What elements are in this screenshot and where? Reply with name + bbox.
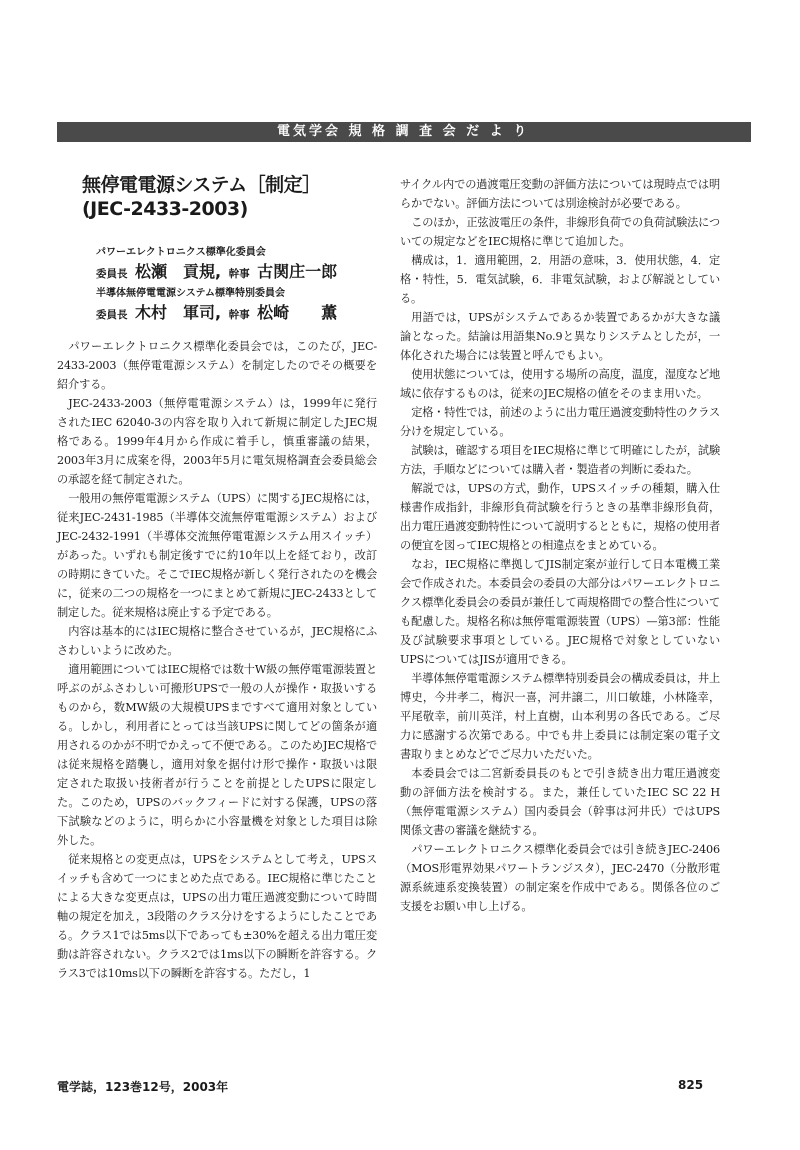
committee-block bbox=[96, 243, 377, 325]
secretary-label-2: 幹事 bbox=[228, 309, 250, 321]
committee-members-1 bbox=[96, 262, 377, 284]
paragraph: なお，IEC規格に準拠してJIS制定案が並行して日本電機工業会で作成された。本委員会の委員の大部分はパワーエレクトロニクス標準化委員会の委員が兼任して両規格間での整合性についても配慮した。規格名称は無停電電源装置（UPS）—第3部：性能及び試験要求事項としている。JEC規格で対象としていないUPSについてはJISが適用できる。 bbox=[400, 558, 720, 666]
paragraph: パワーエレクトロニクス標準化委員会では，このたび，JEC-2433-2003（無停電電源システム）を制定したのでその概要を紹介する。 bbox=[57, 340, 377, 391]
section-header-title: 電気学会 規 格 調 査 会 だ よ り bbox=[277, 124, 530, 139]
paragraph: 用語では，UPSがシステムであるか装置であるかが大きな議論となった。結論は用語集No.9と異なりシステムとしたが，一体化された場合には装置と呼んでもよい。 bbox=[400, 311, 720, 362]
paragraph: 試験は，確認する項目をIEC規格に準じて明確にしたが，試験方法，手順などについては購入者・製造者の判断に委ねた。 bbox=[400, 444, 720, 476]
document-title bbox=[82, 173, 377, 221]
right-column bbox=[400, 175, 720, 916]
paragraph: 構成は，1．適用範囲，2．用語の意味，3．使用状態，4．定格・特性，5．電気試験，6．非電気試験，および解説としている。 bbox=[400, 254, 720, 305]
paragraph: JEC-2433-2003（無停電電源システム）は，1999年に発行されたIEC 62040-3の内容を取り入れて新規に制定したJEC規格である。1999年4月から作成に着手し，慎重審議の結果，2003年3月に成案を得，2003年5月に電気規格調査会委員総会の承認を経て制定された。 bbox=[57, 397, 377, 486]
paragraph: 一般用の無停電電源システム（UPS）に関するJEC規格には，従来JEC-2431-1985（半導体交流無停電電源システム）およびJEC-2432-1991（半導体交流無停電電源システム用スイッチ）があった。いずれも制定後すでに約10年以上を経ており，改訂の時期にきていた。そこでIEC規格が新しく発行されたのを機会に，従来の二つの規格を一つにまとめて新規にJEC-2433として制定した。従来規格は廃止する予定である。 bbox=[57, 492, 377, 619]
paragraph: 本委員会では二宮新委員長のもとで引き続き出力電圧過渡変動の評価方法を検討する。また，兼任していたIEC SC 22 H（無停電電源システム）国内委員会（幹事は河井氏）ではUPS関係文書の審議を継続する。 bbox=[400, 767, 720, 837]
secretary-name-1: 古関庄一郎 bbox=[257, 262, 338, 281]
paragraph: 内容は基本的にはIEC規格に整合させているが，JEC規格にふさわしいように改めた。 bbox=[57, 625, 377, 657]
committee-members-2 bbox=[96, 303, 377, 325]
chair-label-1: 委員長 bbox=[96, 268, 128, 280]
paragraph: 定格・特性では，前述のように出力電圧過渡変動特性のクラス分けを規定している。 bbox=[400, 406, 720, 438]
secretary-label-1: 幹事 bbox=[228, 268, 250, 280]
chair-label-2: 委員長 bbox=[96, 309, 128, 321]
secretary-name-2: 松崎 薫 bbox=[257, 303, 338, 322]
chair-name-2: 木村 軍司, bbox=[135, 303, 222, 322]
committee-name-1: パワーエレクトロニクス標準化委員会 bbox=[96, 247, 266, 258]
paragraph: 使用状態については，使用する場所の高度，温度，湿度など地域に依存するものは，従来のJEC規格の値をそのまま用いた。 bbox=[400, 368, 721, 400]
paragraph: 適用範囲についてはIEC規格では数十W級の無停電電源装置と呼ぶのがふさわしい可搬形UPSで一般の人が操作・取扱いするものから，数MW級の大規模UPSまですべて適用対象としている。しかし，利用者にとっては当該UPSに関してどの箇条が適用されるのかが不明でかえって不便である。このためJEC規格では従来規格を踏襲し，適用対象を据付け形で操作・取扱いは限定された取扱い技術者が行うことを前提としたUPSに限定した。このため，UPSのバックフィードに対する保護，UPSの落下試験などのように，明らかに小容量機を対象とした項目は除外した。 bbox=[57, 663, 377, 847]
section-header-band bbox=[57, 122, 751, 142]
paragraph: パワーエレクトロニクス標準化委員会では引き続きJEC-2406（MOS形電界効果パワートランジスタ），JEC-2470（分散形電源系統連系変換装置）の制定案を作成中である。関係各位のご支援をお願い申し上げる。 bbox=[400, 843, 720, 913]
document-title-line1: 無停電電源システム［制定］ bbox=[82, 174, 321, 196]
paragraph: 半導体無停電電源システム標準特別委員会の構成委員は，井上博史，今井孝二，梅沢一喜，河井譲二，川口敏雄，小林隆幸，平尾敬幸，前川英洋，村上直樹，山本利男の各氏である。ご尽力に感謝する次第である。中でも井上委員には制定案の電子文書取りまとめなどでご尽力いただいた。 bbox=[400, 672, 720, 761]
left-body-text bbox=[57, 337, 377, 983]
paragraph: サイクル内での過渡電圧変動の評価方法については現時点では明らかでない。評価方法については別途検討が必要である。 bbox=[400, 178, 720, 210]
journal-citation: 電学誌，123巻12号，2003年 bbox=[57, 1080, 229, 1094]
left-column bbox=[57, 165, 377, 983]
page-number: 825 bbox=[678, 1078, 704, 1092]
paragraph: このほか，正弦波電圧の条件，非線形負荷での負荷試験法についての規定などをIEC規格に準じて追加した。 bbox=[400, 216, 721, 248]
paragraph: 従来規格との変更点は，UPSをシステムとして考え，UPSスイッチも含めて一つにまとめた点である。IEC規格に準じたことによる大きな変更点は，UPSの出力電圧過渡変動について時間軸の規定を加え，3段階のクラス分けをするようにしたことである。クラス1では5ms以下であっても±30%を超える出力電圧変動は許容されない。クラス2では1ms以下の瞬断を許容する。クラス3では10ms以下の瞬断を許容する。ただし，1 bbox=[57, 853, 377, 980]
paragraph: 解説では，UPSの方式，動作，UPSスイッチの種類，購入仕様書作成指針，非線形負荷試験を行うときの基準非線形負荷，出力電圧過渡変動特性について説明するとともに，規格の使用者の便宜を図ってIEC規格との相違点をまとめている。 bbox=[400, 482, 720, 552]
committee-name-2: 半導体無停電電源システム標準特別委員会 bbox=[96, 288, 285, 299]
chair-name-1: 松瀬 貢規, bbox=[135, 262, 222, 281]
document-title-line2: (JEC-2433-2003) bbox=[82, 198, 248, 220]
